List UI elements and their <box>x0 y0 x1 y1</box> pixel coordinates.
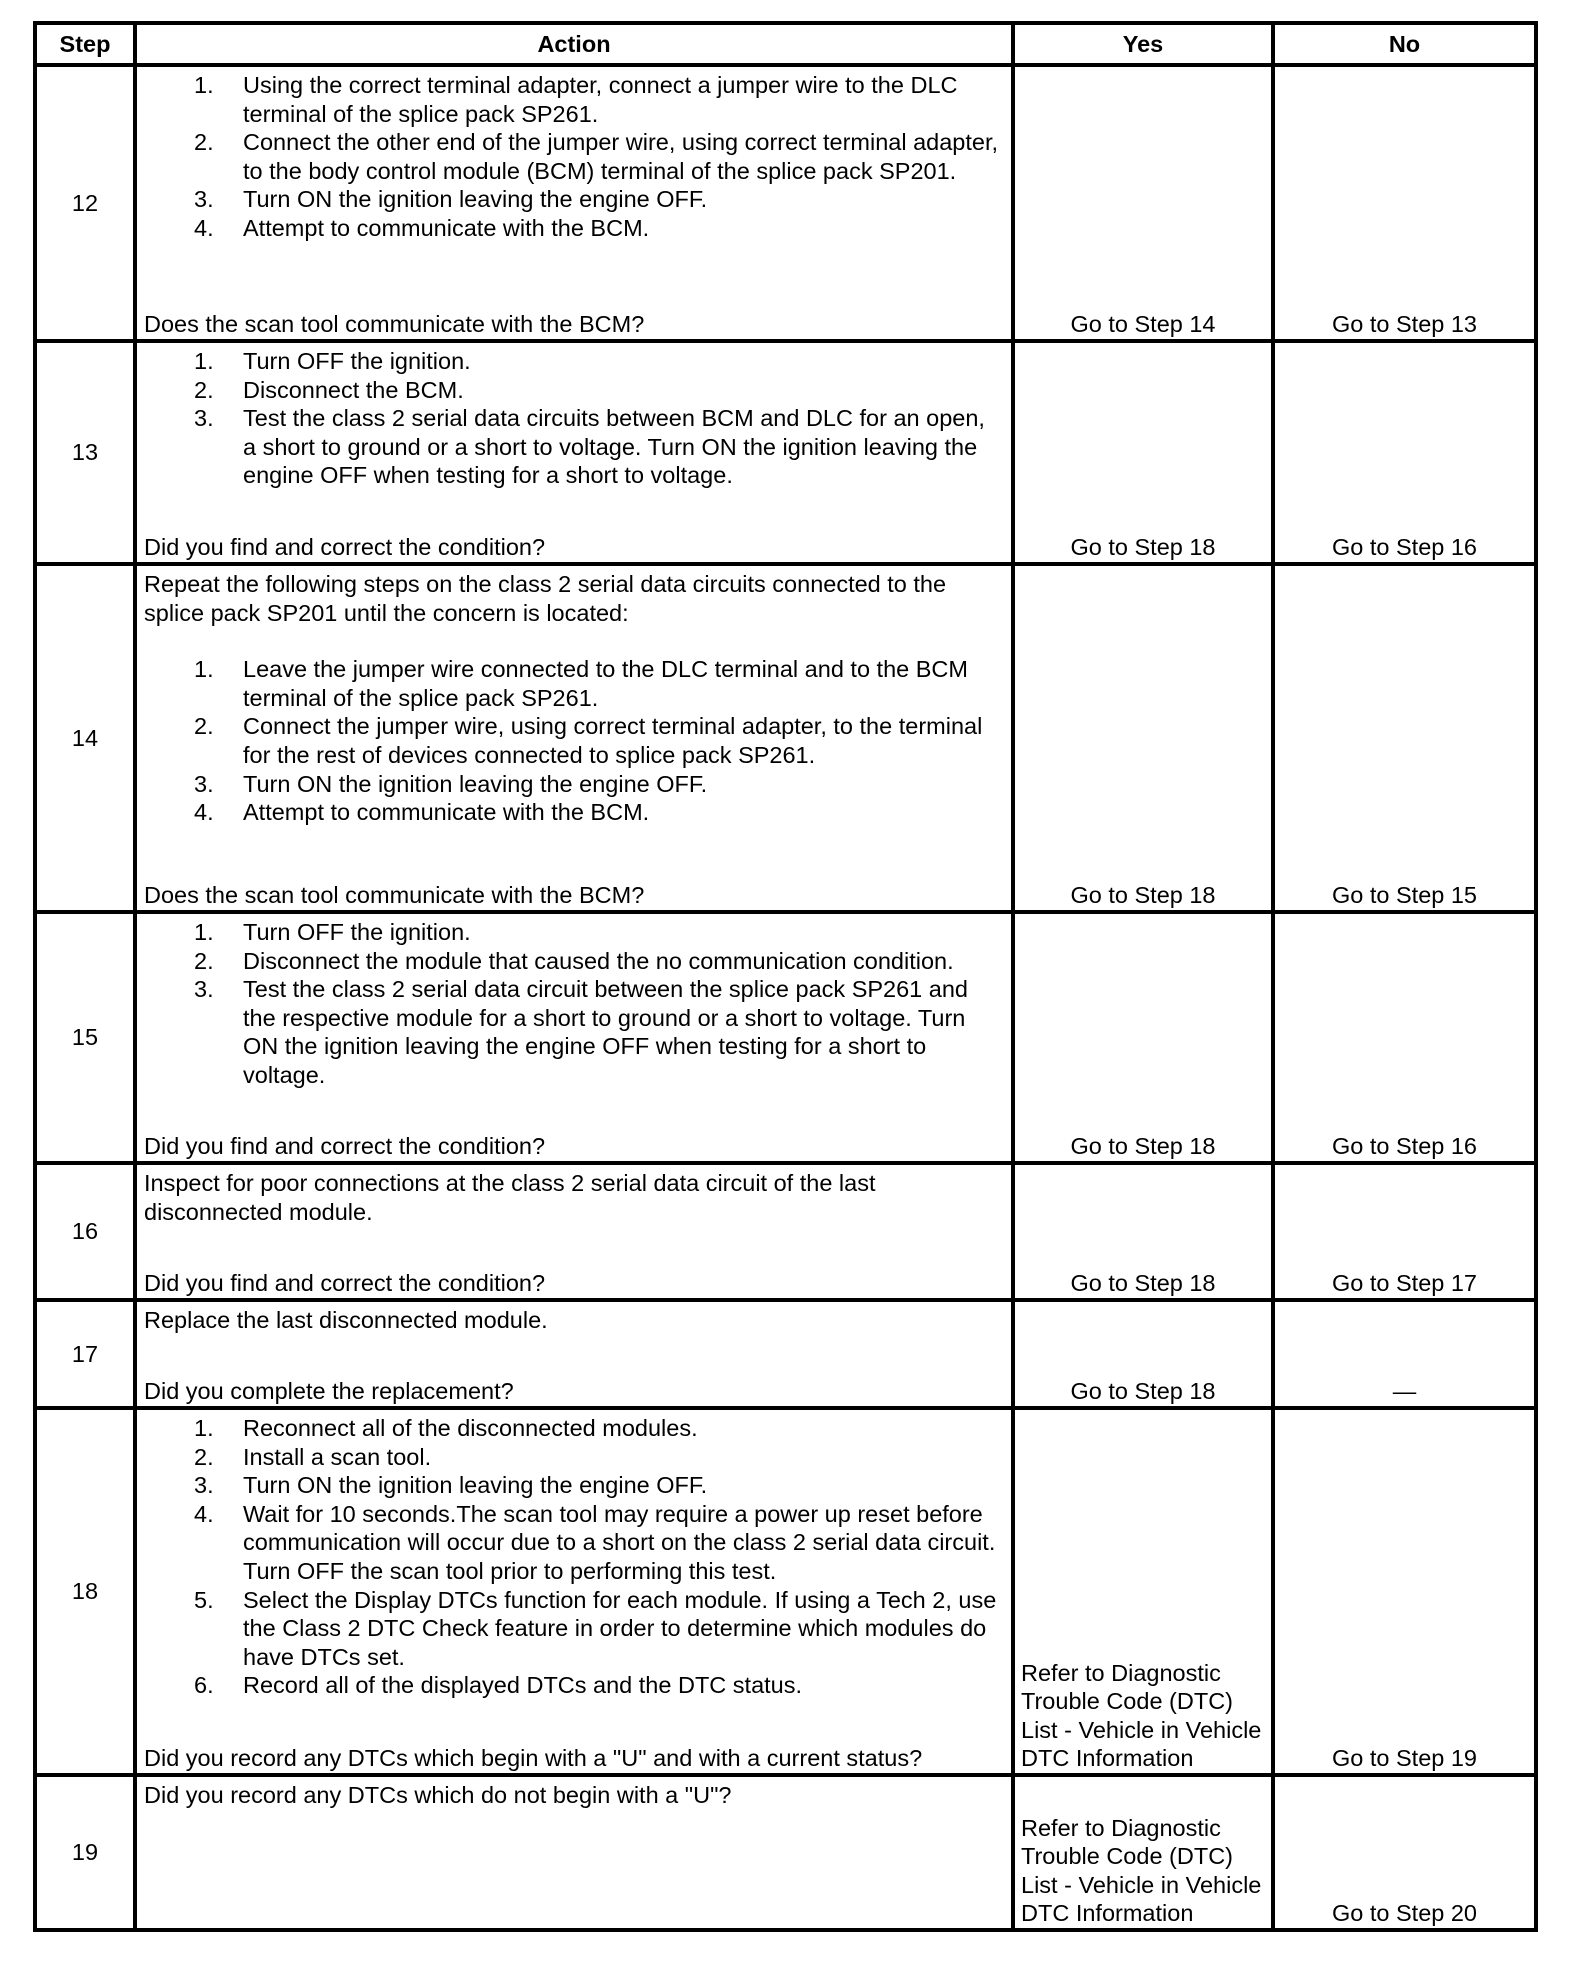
list-item-number: 1. <box>194 656 214 683</box>
list-item <box>144 712 1003 769</box>
yes-result: Refer to Diagnostic Trouble Code (DTC) List - Vehicle in Vehicle DTC Information <box>1013 1775 1273 1930</box>
yes-result: Go to Step 18 <box>1013 341 1273 564</box>
step-number: 17 <box>35 1300 135 1408</box>
list-item-number: 3. <box>194 405 214 432</box>
list-item-text: Disconnect the module that caused the no communication condition. <box>243 947 954 974</box>
list-item-number: 4. <box>194 799 214 826</box>
action-cell <box>135 341 1013 564</box>
table-row <box>35 1775 1536 1930</box>
action-intro: Inspect for poor connections at the class 2 serial data circuit of the last disconnected module. <box>144 1170 876 1225</box>
list-item <box>144 947 1003 976</box>
list-item-text: Test the class 2 serial data circuit between the splice pack SP261 and the respective module for a short to ground or a short to voltage. Turn ON the ignition leaving the engine OFF when testing for a short to voltage. <box>243 976 968 1088</box>
list-item-number: 2. <box>194 713 214 740</box>
list-item <box>144 918 1003 947</box>
step-number: 16 <box>35 1163 135 1300</box>
action-steps-list <box>144 655 1003 827</box>
no-result: Go to Step 13 <box>1273 65 1536 341</box>
list-item <box>144 1586 1003 1672</box>
table-row <box>35 912 1536 1163</box>
action-intro: Repeat the following steps on the class 2 serial data circuits connected to the splice pack SP201 until the concern is located: <box>144 571 947 626</box>
action-question: Did you complete the replacement? <box>144 1378 514 1405</box>
list-item-number: 3. <box>194 186 214 213</box>
header-no: No <box>1273 23 1536 65</box>
yes-result: Go to Step 18 <box>1013 564 1273 912</box>
list-item <box>144 404 1003 490</box>
list-item-number: 2. <box>194 947 214 974</box>
list-item-text: Turn ON the ignition leaving the engine OFF. <box>243 770 708 797</box>
list-item-text: Select the Display DTCs function for each module. If using a Tech 2, use the Class 2 DTC Check feature in order to determine which modules do have DTCs set. <box>243 1586 997 1670</box>
table-row <box>35 341 1536 564</box>
header-row <box>35 23 1536 65</box>
action-intro: Replace the last disconnected module. <box>144 1307 548 1333</box>
step-number: 18 <box>35 1408 135 1775</box>
list-item <box>144 770 1003 799</box>
yes-result: Go to Step 18 <box>1013 912 1273 1163</box>
yes-result: Go to Step 14 <box>1013 65 1273 341</box>
action-cell <box>135 912 1013 1163</box>
no-result: Go to Step 20 <box>1273 1775 1536 1930</box>
list-item-number: 4. <box>194 1500 214 1527</box>
list-item-number: 5. <box>194 1586 214 1613</box>
action-cell <box>135 1300 1013 1408</box>
no-result: Go to Step 17 <box>1273 1163 1536 1300</box>
table-row <box>35 1408 1536 1775</box>
list-item-text: Using the correct terminal adapter, connect a jumper wire to the DLC terminal of the splice pack SP261. <box>243 72 958 127</box>
table-row <box>35 564 1536 912</box>
list-item <box>144 655 1003 712</box>
list-item <box>144 1500 1003 1586</box>
header-yes: Yes <box>1013 23 1273 65</box>
list-item <box>144 185 1003 214</box>
step-number: 13 <box>35 341 135 564</box>
action-steps-list <box>144 347 1003 490</box>
list-item <box>144 214 1003 243</box>
no-result: Go to Step 19 <box>1273 1408 1536 1775</box>
table-row <box>35 65 1536 341</box>
list-item <box>144 798 1003 827</box>
action-question: Does the scan tool communicate with the BCM? <box>144 311 645 338</box>
action-cell <box>135 564 1013 912</box>
yes-result: Go to Step 18 <box>1013 1300 1273 1408</box>
action-question: Did you record any DTCs which begin with a "U" and with a current status? <box>144 1745 923 1772</box>
list-item-text: Attempt to communicate with the BCM. <box>243 799 650 826</box>
list-item-text: Test the class 2 serial data circuits between BCM and DLC for an open, a short to ground or a short to voltage. Turn ON the ignition leaving the engine OFF when testing for a short to voltage. <box>243 405 985 489</box>
no-result: Go to Step 15 <box>1273 564 1536 912</box>
action-cell <box>135 1163 1013 1300</box>
list-item-text: Leave the jumper wire connected to the DLC terminal and to the BCM terminal of the splice pack SP261. <box>243 656 968 711</box>
header-action: Action <box>135 23 1013 65</box>
list-item <box>144 347 1003 376</box>
list-item-text: Disconnect the BCM. <box>243 376 464 403</box>
list-item-number: 4. <box>194 214 214 241</box>
action-steps-list <box>144 918 1003 1090</box>
yes-result: Go to Step 18 <box>1013 1163 1273 1300</box>
list-item-number: 3. <box>194 1472 214 1499</box>
list-item-text: Turn ON the ignition leaving the engine OFF. <box>243 186 708 213</box>
step-number: 19 <box>35 1775 135 1930</box>
list-item <box>144 1671 1003 1700</box>
table-row <box>35 1163 1536 1300</box>
no-result: Go to Step 16 <box>1273 341 1536 564</box>
list-item-text: Reconnect all of the disconnected modules. <box>243 1415 698 1441</box>
no-result: Go to Step 16 <box>1273 912 1536 1163</box>
list-item-text: Attempt to communicate with the BCM. <box>243 214 650 241</box>
table-row <box>35 1300 1536 1408</box>
list-item-number: 3. <box>194 770 214 797</box>
list-item-text: Turn OFF the ignition. <box>243 348 471 374</box>
list-item-text: Connect the jumper wire, using correct terminal adapter, to the terminal for the rest of devices connected to splice pack SP261. <box>243 713 983 768</box>
action-steps-list <box>144 71 1003 243</box>
header-step: Step <box>35 23 135 65</box>
list-item-number: 1. <box>194 1415 214 1441</box>
diagnostic-table <box>33 21 1538 1932</box>
action-cell <box>135 1775 1013 1930</box>
list-item <box>144 1443 1003 1472</box>
action-steps-list <box>144 1414 1003 1700</box>
table-body <box>35 65 1536 1930</box>
list-item-text: Wait for 10 seconds.The scan tool may require a power up reset before communication will occur due to a short on the class 2 serial data circuit. Turn OFF the scan tool prior to performing this test. <box>243 1500 996 1584</box>
list-item-number: 1. <box>194 919 214 945</box>
list-item-text: Turn OFF the ignition. <box>243 919 471 945</box>
step-number: 15 <box>35 912 135 1163</box>
action-cell <box>135 1408 1013 1775</box>
list-item-number: 1. <box>194 72 214 98</box>
action-question: Did you find and correct the condition? <box>144 1270 546 1297</box>
list-item-number: 6. <box>194 1672 214 1699</box>
action-cell <box>135 65 1013 341</box>
list-item-text: Connect the other end of the jumper wire, using correct terminal adapter, to the body control module (BCM) terminal of the splice pack SP201. <box>243 129 999 184</box>
list-item <box>144 128 1003 185</box>
list-item-text: Record all of the displayed DTCs and the DTC status. <box>243 1672 803 1699</box>
action-question: Does the scan tool communicate with the BCM? <box>144 882 645 909</box>
list-item-text: Install a scan tool. <box>243 1443 432 1470</box>
action-question: Did you find and correct the condition? <box>144 1133 546 1160</box>
action-question: Did you find and correct the condition? <box>144 534 546 561</box>
step-number: 14 <box>35 564 135 912</box>
list-item <box>144 1471 1003 1500</box>
list-item <box>144 975 1003 1089</box>
list-item <box>144 71 1003 128</box>
list-item-number: 2. <box>194 129 214 156</box>
no-result: — <box>1273 1300 1536 1408</box>
list-item <box>144 1414 1003 1443</box>
step-number: 12 <box>35 65 135 341</box>
list-item-number: 1. <box>194 348 214 374</box>
list-item-text: Turn ON the ignition leaving the engine OFF. <box>243 1472 708 1499</box>
yes-result: Refer to Diagnostic Trouble Code (DTC) List - Vehicle in Vehicle DTC Information <box>1013 1408 1273 1775</box>
list-item-number: 2. <box>194 376 214 403</box>
list-item <box>144 376 1003 405</box>
list-item-number: 2. <box>194 1443 214 1470</box>
list-item-number: 3. <box>194 976 214 1003</box>
action-question: Did you record any DTCs which do not begin with a "U"? <box>144 1782 732 1808</box>
